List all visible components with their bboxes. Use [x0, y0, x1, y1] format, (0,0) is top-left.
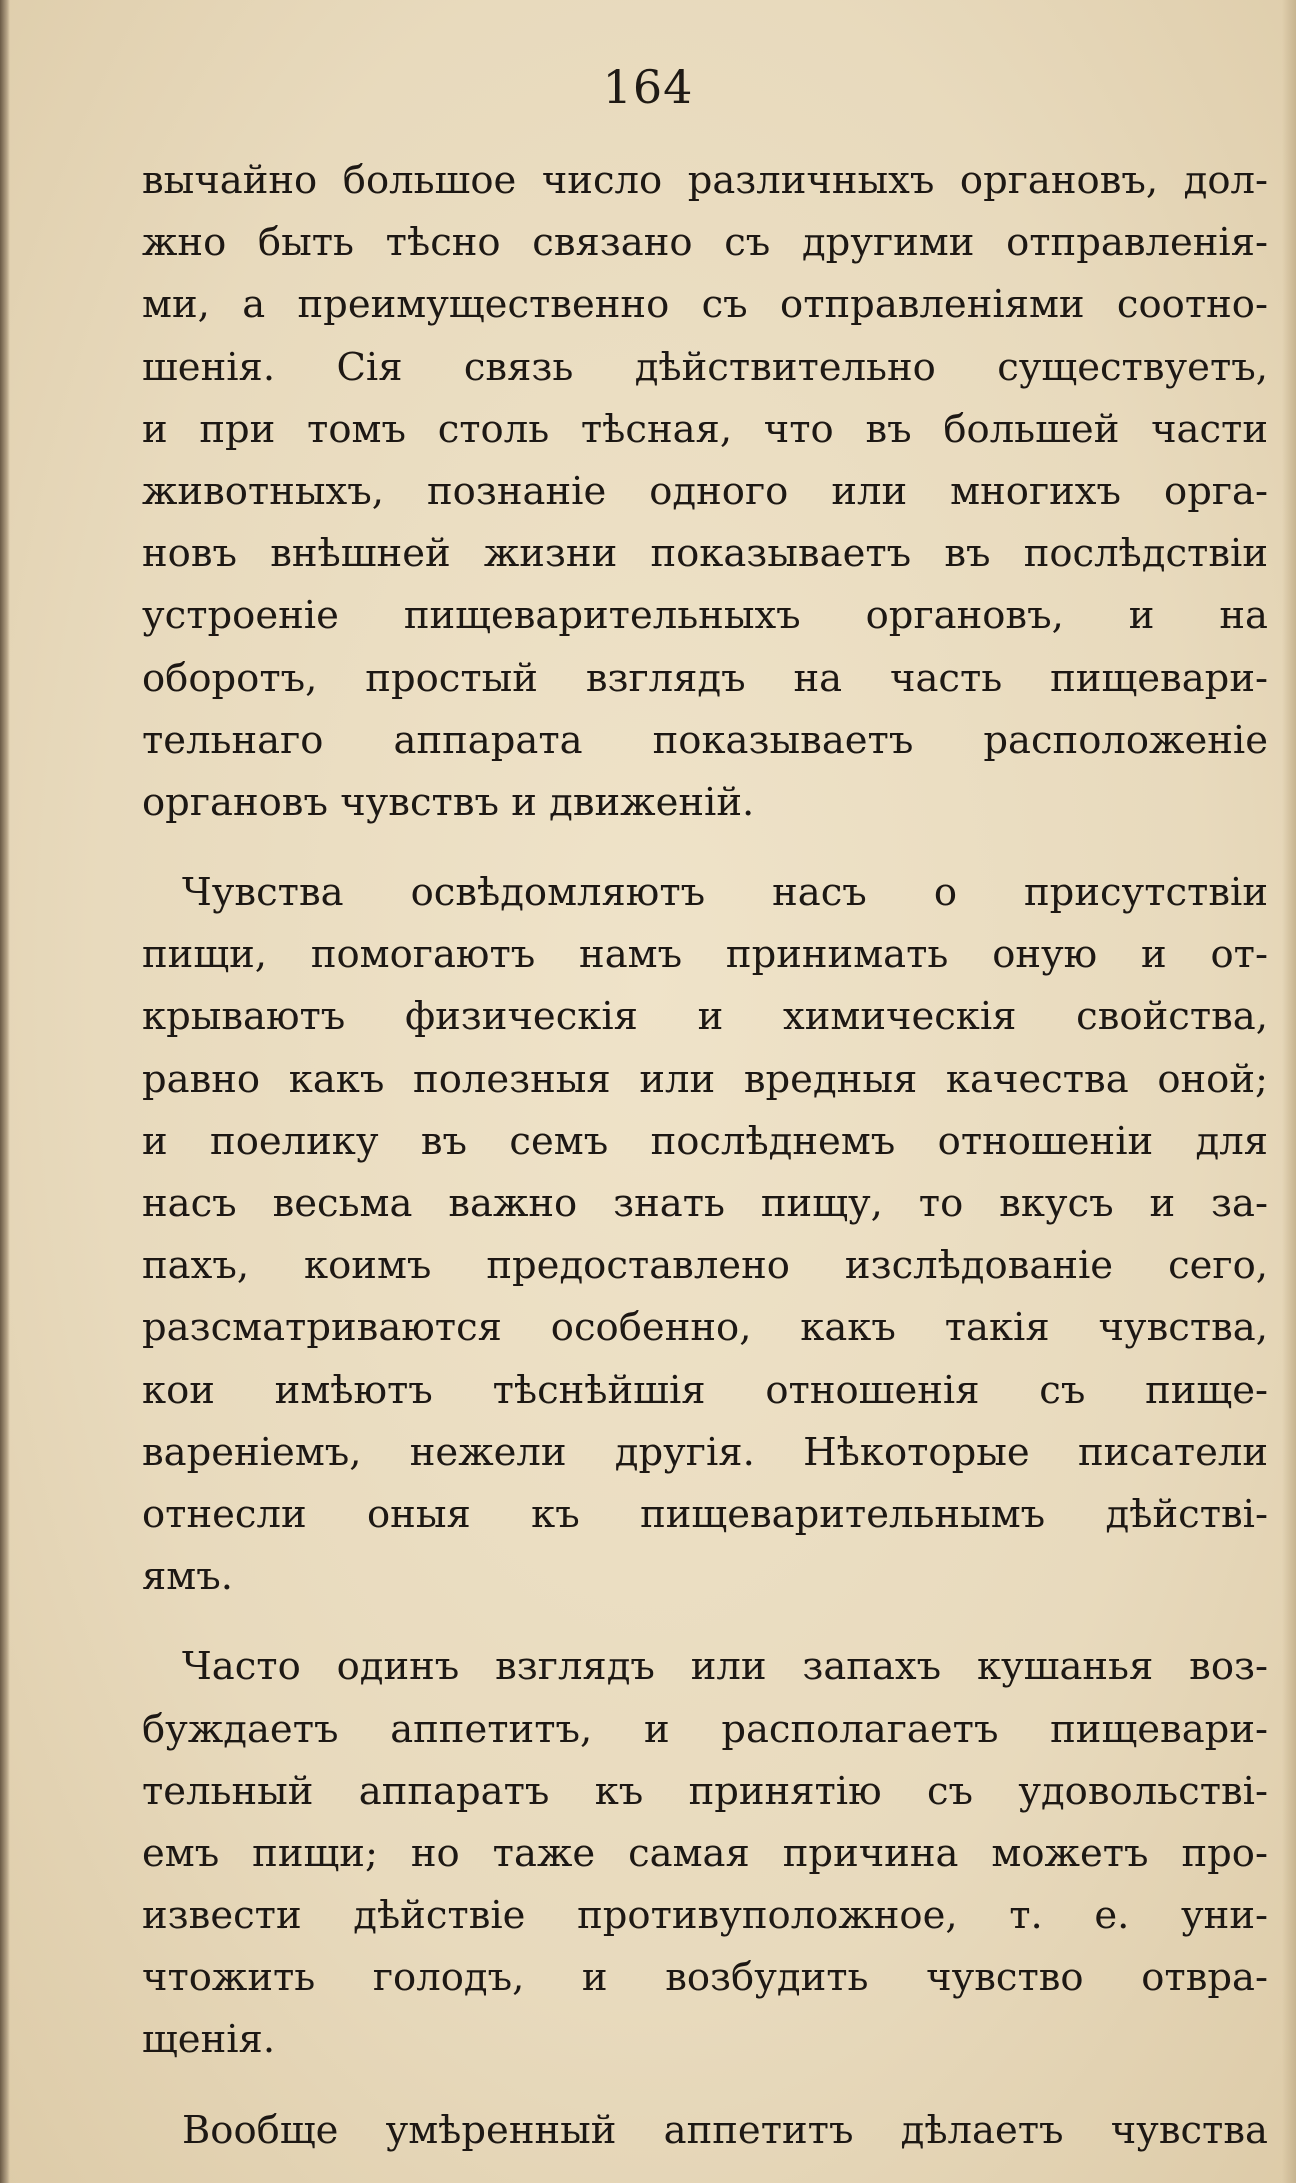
text-line: и при томъ столь тѣсная, что въ большей части — [142, 406, 1268, 452]
text-line: Чувства освѣдомляютъ насъ о присутствіи — [182, 870, 1268, 916]
text-line: животныхъ, познаніе одного или многихъ орга- — [142, 468, 1268, 514]
text-line: равно какъ полезныя или вредныя качества оной; — [142, 1056, 1268, 1102]
page-body-text — [142, 150, 1268, 2162]
paragraph-2 — [142, 862, 1268, 1608]
text-line: тельнаго аппарата показываетъ расположеніе — [142, 717, 1268, 763]
text-line: крываютъ физическія и химическія свойства, — [142, 994, 1268, 1040]
text-line: кои имѣютъ тѣснѣйшія отношенія съ пище- — [142, 1367, 1268, 1413]
text-line: Вообще умѣренный аппетитъ дѣлаетъ чувства — [182, 2107, 1268, 2153]
page-binding-shadow — [0, 0, 10, 2183]
text-line: разсматриваются особенно, какъ такія чувства, — [142, 1305, 1268, 1351]
page-number: 164 — [602, 60, 694, 114]
text-line: устроеніе пищеварительныхъ органовъ, и на — [142, 593, 1268, 639]
text-line: пахъ, коимъ предоставлено изслѣдованіе сего, — [142, 1243, 1268, 1289]
text-line: извести дѣйствіе противуположное, т. е. уни- — [142, 1893, 1268, 1939]
text-line: вычайно большое число различныхъ органовъ, дол- — [142, 158, 1268, 203]
text-line: пищи, помогаютъ намъ принимать оную и от- — [142, 932, 1268, 978]
text-line: тельный аппаратъ къ принятію съ удовольствi- — [142, 1768, 1268, 1814]
text-line: оборотъ, простый взглядъ на часть пищевари- — [142, 655, 1268, 701]
text-line: ямъ. — [142, 1554, 233, 1600]
text-line: емъ пищи; но таже самая причина можетъ про- — [142, 1830, 1268, 1876]
text-line: чтожить голодъ, и возбудить чувство отвра- — [142, 1955, 1268, 2001]
text-line: Часто одинъ взглядъ или запахъ кушанья воз- — [182, 1644, 1268, 1690]
text-line: органовъ чувствъ и движеній. — [142, 779, 755, 825]
text-line: отнесли оныя къ пищеварительнымъ дѣйстві- — [142, 1491, 1268, 1537]
text-line: буждаетъ аппетитъ, и располагаетъ пищевари- — [142, 1706, 1268, 1752]
text-line: и поелику въ семъ послѣднемъ отношеніи для — [142, 1118, 1268, 1164]
paragraph-1 — [142, 150, 1268, 834]
page-edge-shade — [1282, 0, 1296, 2183]
text-line: вареніемъ, нежели другія. Нѣкоторые писатели — [142, 1429, 1268, 1475]
text-line: новъ внѣшней жизни показываетъ въ послѣдствіи — [142, 531, 1268, 577]
paragraph-4 — [142, 2100, 1268, 2162]
text-line: шенія. Сія связь дѣйствительно существуетъ, — [142, 344, 1268, 390]
text-line: жно быть тѣсно связано съ другими отправленія- — [142, 220, 1268, 266]
text-line: насъ весьма важно знать пищу, то вкусъ и за- — [142, 1181, 1268, 1226]
text-line: щенія. — [142, 2017, 276, 2063]
paragraph-3 — [142, 1636, 1268, 2071]
text-line: ми, а преимущественно съ отправленіями соотно- — [142, 282, 1268, 328]
